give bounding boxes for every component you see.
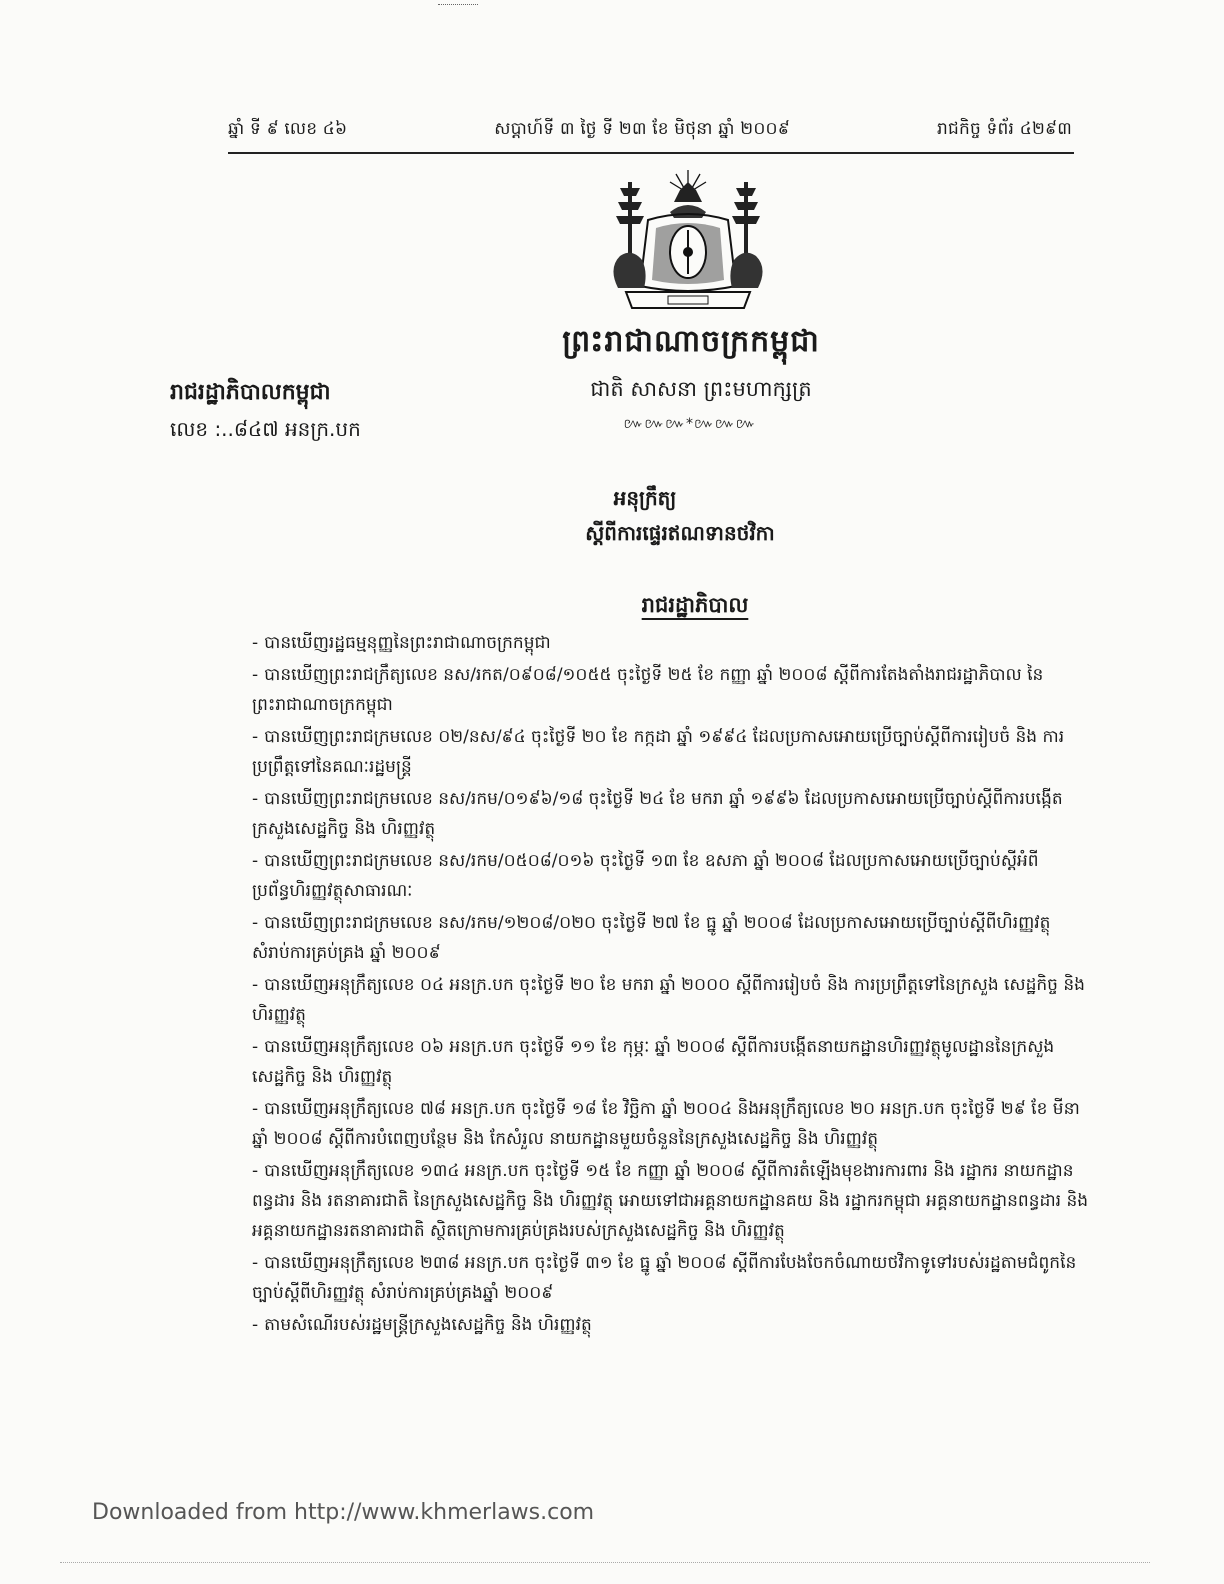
preamble-item: - បានឃើញព្រះរាជក្រមលេខ ០២/នស/៩៤ ចុះថ្ងៃទី ២០ ខែ កក្កដា ឆ្នាំ ១៩៩៤ ដែលប្រកាសអោយប្រើច្បាប់ស្តីពីការរៀបចំ និង ការប្រព្រឹត្តទៅនៃគណៈរដ្ឋមន្ត្រី xyxy=(252,727,1065,777)
preamble-list xyxy=(252,628,1092,1342)
national-motto: ជាតិ សាសនា ព្រះមហាក្សត្រ xyxy=(590,377,812,401)
bottom-rule xyxy=(60,1562,1150,1563)
page-reference: រាជកិច្ច ទំព័រ ៤២៩៣ xyxy=(936,119,1072,139)
government-heading: រាជរដ្ឋាភិបាល xyxy=(641,593,749,617)
scan-mark xyxy=(438,4,478,5)
preamble-item: - បានឃើញអនុក្រឹត្យលេខ ០៤ អនក្រ.បក ចុះថ្ងៃទី ២០ ខែ មករា ឆ្នាំ ២០០០ ស្តីពីការរៀបចំ និង ការប្រព្រឹត្តទៅនៃក្រសួង សេដ្ឋកិច្ច និង ហិរញ្ញវត្ថុ xyxy=(252,975,1085,1025)
preamble-item: - បានឃើញអនុក្រឹត្យលេខ ១៣៤ អនក្រ.បក ចុះថ្ងៃទី ១៥ ខែ កញ្ញា ឆ្នាំ ២០០៨ ស្តីពីការតំឡើងមុខងារការពារ និង រដ្ឋាករ នាយកដ្ឋានពន្ធដារ និង រតនាគារជាតិ នៃក្រសួងសេដ្ឋកិច្ច និង ហិរញ្ញវត្ថុ អោយទៅជាអគ្គនាយកដ្ឋានគយ និង រដ្ឋាករកម្ពុជា អគ្គនាយកដ្ឋានពន្ធដារ និង អគ្គនាយកដ្ឋានរតនាគារជាតិ ស្ថិតក្រោមការគ្រប់គ្រងរបស់ក្រសួងសេដ្ឋកិច្ច និង ហិរញ្ញវត្ថុ xyxy=(252,1161,1089,1241)
document-subject: ស្តីពីការផ្ទេរឥណទានថវិកា xyxy=(585,521,775,545)
preamble-item: - បានឃើញអនុក្រឹត្យលេខ ២៣៨ អនក្រ.បក ចុះថ្ងៃទី ៣១ ខែ ធ្នូ ឆ្នាំ ២០០៨ ស្តីពីការបែងចែកចំណាយថវិកាទូទៅរបស់រដ្ឋតាមជំពូកនៃច្បាប់ស្តីពីហិរញ្ញវត្ថុ សំរាប់ការគ្រប់គ្រងឆ្នាំ ២០០៩ xyxy=(252,1253,1077,1303)
preamble-item: - បានឃើញព្រះរាជក្រមលេខ នស/រកម/១២០៨/០២០ ចុះថ្ងៃទី ២៧ ខែ ធ្នូ ឆ្នាំ ២០០៨ ដែលប្រកាសអោយប្រើច្បាប់ស្តីពីហិរញ្ញវត្ថុ សំរាប់ការគ្រប់គ្រង ឆ្នាំ ២០០៩ xyxy=(252,913,1051,963)
kingdom-title: ព្រះរាជាណាចក្រកម្ពុជា xyxy=(562,324,820,359)
preamble-item: - បានឃើញអនុក្រឹត្យលេខ ០៦ អនក្រ.បក ចុះថ្ងៃទី ១១ ខែ កុម្ភៈ ឆ្នាំ ២០០៨ ស្តីពីការបង្កើតនាយកដ្ឋានហិរញ្ញវត្ថុមូលដ្ឋាននៃក្រសួងសេដ្ឋកិច្ច និង ហិរញ្ញវត្ថុ xyxy=(252,1037,1055,1087)
issue-date: សប្តាហ៍ទី ៣ ថ្ងៃ ទី ២៣ ខែ មិថុនា ឆ្នាំ ២០០៩ xyxy=(494,119,791,139)
preamble-item: - តាមសំណើរបស់រដ្ឋមន្ត្រីក្រសួងសេដ្ឋកិច្ច និង ហិរញ្ញវត្ថុ xyxy=(252,1315,592,1335)
preamble-item: - បានឃើញព្រះរាជក្រឹត្យលេខ នស/រកត/០៩០៨/១០៥៥ ចុះថ្ងៃទី ២៥ ខែ កញ្ញា ឆ្នាំ ២០០៨ ស្តីពីការតែងតាំងរាជរដ្ឋាភិបាល នៃព្រះរាជាណាចក្រកម្ពុជា xyxy=(252,665,1044,715)
royal-coat-of-arms-icon xyxy=(598,168,778,318)
issue-number: ឆ្នាំ ទី ៩ លេខ ៤៦ xyxy=(228,119,348,139)
download-source-footer: Downloaded from http://www.khmerlaws.com xyxy=(92,1500,595,1525)
gazette-header xyxy=(228,118,1072,143)
preamble-item: - បានឃើញព្រះរាជក្រមលេខ នស/រកម/០១៩៦/១៨ ចុះថ្ងៃទី ២៤ ខែ មករា ឆ្នាំ ១៩៩៦ ដែលប្រកាសអោយប្រើច្បាប់ស្តីពីការបង្កើតក្រសួងសេដ្ឋកិច្ច និង ហិរញ្ញវត្ថុ xyxy=(252,789,1063,839)
preamble-item: - បានឃើញព្រះរាជក្រមលេខ នស/រកម/០៥០៨/០១៦ ចុះថ្ងៃទី ១៣ ខែ ឧសភា ឆ្នាំ ២០០៨ ដែលប្រកាសអោយប្រើច្បាប់ស្តីអំពីប្រព័ន្ធហិរញ្ញវត្ថុសាធារណៈ xyxy=(252,851,1039,901)
document-type: អនុក្រឹត្យ xyxy=(613,486,677,510)
reference-number: លេខ :..៨៤៧ អនក្រ.បក xyxy=(170,417,361,441)
preamble-item: - បានឃើញអនុក្រឹត្យលេខ ៧៨ អនក្រ.បក ចុះថ្ងៃទី ១៨ ខែ វិច្ឆិកា ឆ្នាំ ២០០៤ និងអនុក្រឹត្យលេខ ២០ អនក្រ.បក ចុះថ្ងៃទី ២៩ ខែ មីនា ឆ្នាំ ២០០៨ ស្តីពីការបំពេញបន្ថែម និង កែសំរួល នាយកដ្ឋានមួយចំនួននៃក្រសួងសេដ្ឋកិច្ច និង ហិរញ្ញវត្ថុ xyxy=(252,1099,1080,1149)
header-rule xyxy=(228,152,1074,154)
ornament-divider: ៚៚៚*៚៚៚ xyxy=(623,416,757,432)
preamble-item: - បានឃើញរដ្ឋធម្មនុញ្ញនៃព្រះរាជាណាចក្រកម្ពុជា xyxy=(252,633,551,653)
issuing-government: រាជរដ្ឋាភិបាលកម្ពុជា xyxy=(170,380,331,405)
